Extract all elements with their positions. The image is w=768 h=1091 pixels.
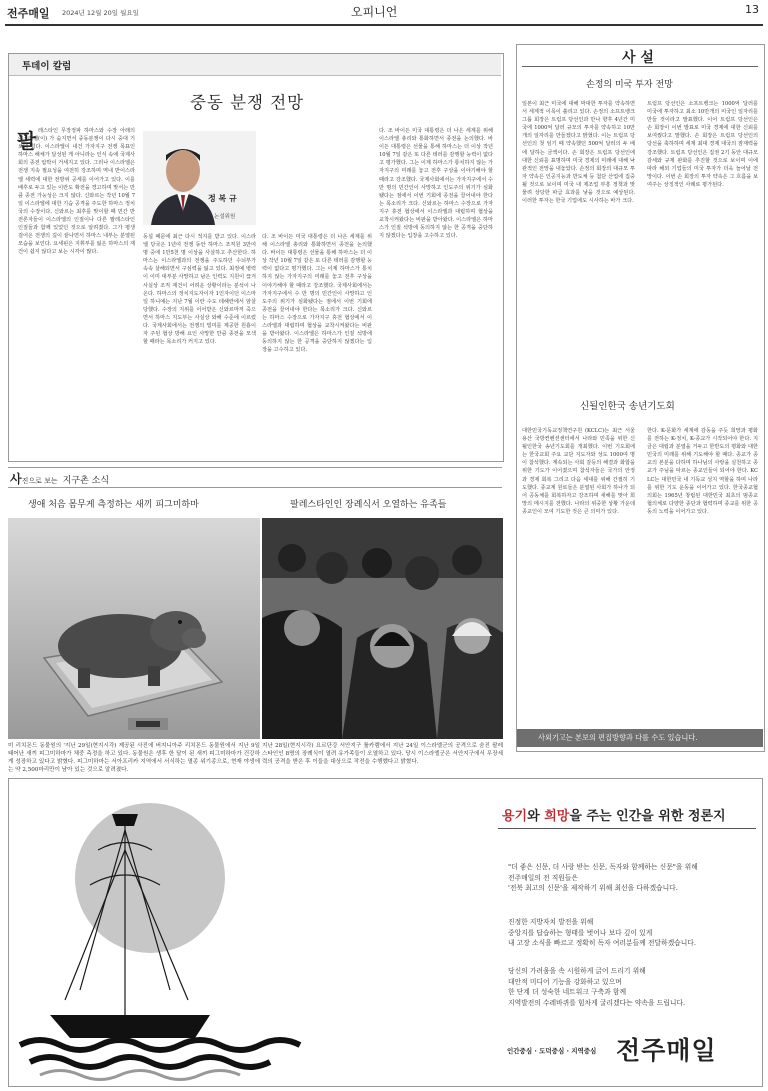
funeral-crowd-image [262,518,503,739]
column-text-4: 다. 조 바이든 미국 대통령은 더 나은 세계를 위해 이스라엘 총리와 통화하면서 종전을 논의했다. 바이든 대통령은 선물을 통해 하마스는 더 이상 작년 10월 7일 같은 또 다른 테러를 감행할 능력이 없다고 평가했다. 그는 이제 하마스가 통치하지 않는 가자지구의 미래를 놓고 전후 구상을 이야기해야 할 때라고 강조했다. 국제사회에서는 가자지구에서 수 만 명의 민간인이 사망하고 인도주의 위기가 심화됐다는 점에서 이번 기회에 종전을 끌어내야 한다는 목소리가 크다. 신와르는 하마스 수장으로 가자지구 휴전 협상에서 이스라엘과 대립하며 협상을 교착시켜왔다는 비판을 받아왔다. 이스라엘은 하마스가 인질 석방에 동의하지 않는 한 공격을 중단하지 않겠다는 입장을 고수하고 있다. [379,128,493,240]
editorial-1-text-a: 일본이 최근 미국에 대해 막대한 투자를 약속하면서 세계적 이목이 쏠리고 있다. 손정의 소프트뱅크 그룹 회장은 트럼프 당선인과 만나 향후 4년간 미국에 1000억 달러 규모의 투자를 약속하고 10만 개의 일자리를 만들겠다고 밝혔다. 이는 트럼프 당선인의 첫 임기 때 약속했던 500억 달러의 두 배에 달하는 금액이다. 손 회장은 트럼프 당선인에 대한 신뢰를 표명하며 미국 경제의 미래에 대해 낙관적인 전망을 내놓았다. 손정의 회장의 대규모 투자 약속은 인공지능과 반도체 등 첨단 산업에 집중될 것으로 보이며 미국 내 제조업 부흥 정책과 맞물려 상당한 파급 효과를 낳을 것으로 예상된다. 이러한 투자는 한국 기업에도 시사하는 바가 크다. [522,101,635,205]
column-label: 투데이 칼럼 [22,61,72,72]
editorial-title-2: 신될인한국 송년기도회 [580,401,675,412]
editorial-notice: 사외기고는 본보의 편집방향과 다를 수도 있습니다. [538,733,698,742]
photo-2-title: 팔레스타인인 장례식서 오열하는 유족들 [290,500,447,510]
column-text-3: 다. 조 바이든 미국 대통령은 더 나은 세계를 위해 이스라엘 총리와 통화하면서 종전을 논의했다. 바이든 대통령은 선물을 통해 하마스는 더 이상 작년 10월 7일 같은 또 다른 테러를 감행할 능력이 없다고 평가했다. 그는 이제 하마스가 통치하지 않는 가자지구의 미래를 놓고 전후 구상을 이야기해야 할 때라고 강조했다. 국제사회에서는 가자지구에서 수 만 명의 민간인이 사망하고 인도주의 위기가 심화됐다는 점에서 이번 기회에 종전을 끌어내야 한다는 목소리가 크다. 신와르는 하마스 수장으로 가자지구 휴전 협상에서 이스라엘과 대립하며 협상을 교착시켜왔다는 비판을 받아왔다. 이스라엘은 하마스가 인질 석방에 동의하지 않는 한 공격을 중단하지 않겠다는 입장을 고수하고 있다. [262,234,372,354]
photo-1-caption: 미 리치몬드 동물원의 '지난 29일(현지시각) 제공된 사진에 버지니아주 리치몬드 동물원에서 지난 9일 태어난 새끼 피그미하마가 체중 측정을 하고 있다. 동물원은 생후 한 달이 된 새끼 피그미하마가 건강하게 성장하고 있다고 밝혔다. 피그미하마는 서아프리카 지역에서 서식하는 멸종 위기종으로, 현재 야생에는 약 2,500마리만이 남아 있는 것으로 알려졌다. [8,743,260,773]
photo-section-rule [8,487,502,488]
photo-1-title: 생애 처음 몸무게 측정하는 새끼 피그미하마 [28,500,199,510]
editorial-title-1: 손정의 미국 투자 전망 [586,80,673,90]
pygmy-hippo-image [8,518,260,739]
photo-section-prefix: 사 [10,472,22,486]
column-text-2: 동설 때문에 최근 다시 적지를 받고 있다. 이스라엘 당국은 1년여 전쟁 동안 하마스 조직원 3만여 명 중에 1만5천 명 이상을 사살하고 추산한다. 하마스는 이스라엘과의 전쟁을 주도하던 수뇌부가 속속 살해되면서 구심력을 잃고 있다. 최정예 병력이 이미 대부분 사망하고 남은 인력도 지원이 끊겨 사실상 조직 재건이 어려운 상황이라는 분석이 나온다. 하마스의 정치지도자이자 1인자이던 이스마일 하니예는 지난 7월 이란 수도 테헤란에서 암살당했다. 수장의 지위를 이어받은 신와르마저 죽으면서 하마스 지도부는 사실상 와해 수준에 이르렀다. 국제사회에서는 전쟁의 빌미를 제공한 원흉이자 주된 협상 방해 요인 사망한 만큼 종전을 모색할 때라는 목소리가 커지고 있다. [143,234,256,346]
editorial-label-rule [522,66,758,67]
ad-p3-line2: 대안적 미디어 기능을 강화하고 있으며 [508,977,622,986]
ad-illustration [10,790,310,1082]
ad-slogan [502,805,726,824]
ad-p3-line4: 지역발전의 수레바퀴를 힘차게 굴리겠다는 약속을 드립니다. [508,998,686,1007]
column-author: 정 복 규 [208,193,237,203]
ad-p2-line1: 진정한 지방자치 발전을 위해 [508,918,594,926]
photo-1 [8,518,260,739]
photo-section-title: 지구촌 소식 [62,476,110,486]
issue-date: 2024년 12월 20일 월요일 [62,9,139,17]
ad-slogan-rest: 을 주는 인간을 위한 정론지 [569,809,726,824]
ad-motto: 인간중심 · 도덕중심 · 지역중심 [507,1047,597,1055]
ad-p2-line3: 내 고장 소식을 빠르고 정확히 독자 여러분들께 전달하겠습니다. [508,939,696,947]
ad-slogan-hope: 희망 [544,809,570,824]
header-rule [5,24,763,26]
photo-2 [262,518,503,739]
ad-p1-line3: '전북 최고의 신문'을 제작하기 위해 최선을 다하겠습니다. [508,884,678,892]
ad-slogan-courage: 용기 [502,809,528,824]
photo-2-caption: 지난 28일(현지시각) 요르단강 서안지구 툴카렘에서 지난 24일 이스라엘군의 공격으로 숨진 팔레스타인인 8명의 장례식이 열려 유가족들이 오열하고 있다. 당시 이스라엘군은 서안지구에서 무장세력의 공격을 받은 후 이들을 대상으로 작전을 수행했다고 밝혔다. [262,743,503,765]
editorial-1-text-b: 트럼프 당선인은 소프트뱅크는 1000억 달러를 미국에 투자하고 최소 10만개의 미국인 일자리를 만들 것이라고 발표했다. 이어 트럼프 당선인은 손 회장이 이번 발표로 미국 경제에 대한 신뢰를 보여줬다고 말했다. 손 회장은 트럼프 당선인의 당선을 축하하며 세계 최대 경제 대국의 잠재력을 강조했다. 트럼프 당선인은 집권 2기 동안 대규모 감세와 규제 완화를 추진할 것으로 보이며 이에 따라 해외 기업들의 미국 투자가 더욱 늘어날 전망이다. 이번 손 회장의 투자 약속은 그 흐름을 보여주는 상징적인 사례로 평가된다. [647,101,758,188]
ad-logo: 전주매일 [616,1036,717,1065]
column-text-1: 레스타인 무장정파 하마스와 수장 아래의 이스라엘(이) 가 숨지면서 중동분쟁이 다시 중대 기로에 섰다. 이스라엘이 내건 가자지구 전쟁 목표인 하마스 해체가 달성된 게 아니라는 인식 속에 국제사회의 종전 압박이 거세지고 있다. 그러나 이스라엘은 전쟁 지속 필요성을 여전히 강조하며 역내 반이스라엘 세력에 대한 전방위 공세를 이어가고 있다. 이를 배후로 두고 있는 이란도 확전을 경고하며 맞서는 만큼 종전 가능성은 크지 않다. 신와르는 작년 10월 7일 이스라엘에 대한 기습 공격을 주도한 하마스 정치국의 수장이다. 신와르는 최후를 맞이할 때 민간 반전론자들이 이스라엘의 인질이나 다른 팔레스타인 인질들과 함께 있었던 것으로 알려졌다. 그가 평생 걸어온 전쟁의 길이 끝나면서 하마스 내부는 분열된 모습을 보인다. 요세핀은 지휘부를 잃은 하마스의 재건이 쉽지 않다고 보는 시각이 많다. [18,128,135,256]
ad-paragraph-2 [508,917,696,949]
column-label-bar [9,54,501,76]
editorial-2-text-b: 한다. K-문화가 세계에 감동을 주듯 희망과 평화를 전하는 K-정치, K-종교가 시작되어야 한다. 지금은 대립과 분열을 거두고 한반도의 평화와 대한민국의 미래를 위해 기도해야 할 때다. 종교가 종교의 본분을 다하며 하나님의 사랑을 실천하고 종교가 주님을 따르는 종교인들이 되어야 한다. KCLC는 대한민국 내 기독교 성지 역할을 하며 나라를 위한 기도 운동을 이어가고 있다. 한국종교협의회는 1965년 창립된 대한민국 최초의 범종교협의체로 다양한 종단과 협력하며 종교를 위한 공동의 노력을 이어가고 있다. [647,428,758,515]
ad-p1-line1: "더 좋은 신문, 더 사랑 받는 신문, 독자와 함께하는 신문"을 위해 [508,863,698,871]
page-number: 13 [745,3,759,16]
column-author-role: 논설위원 [214,214,236,220]
ad-p1-line2: 전주매일의 전 직원들은 [508,873,578,882]
column-title: 중동 분쟁 전망 [190,93,305,112]
ad-paragraph-3 [508,966,685,1008]
ad-slogan-rule [498,828,756,829]
page-header [0,0,768,28]
editorial-2-text-a: 대한민국기독교정책연구원 (KCLC)는 최근 서울 용산 국방컨벤션센터에서 나라와 민족을 위한 신될인한국 송년기도회를 개최했다. 이번 기도회에는 한국교회 주요 교단 지도자와 성도 1000여 명이 참석했다. 계속되는 사회 갈등의 해결과 화합을 위한 기도가 이어졌으며 참석자들은 국가의 안정과 경제 회복 그리고 다음 세대를 위해 간절히 기도했다. 종교계 원로들은 분열된 사회가 하나가 되어 공동체를 회복하자고 강조하며 새해를 맞아 희망의 메시지를 전했다. 나라의 위중한 상황 가운데 종교인이 모여 기도한 것은 큰 의미가 있다. [522,428,635,515]
ad-p2-line2: 중앙지를 답습하는 형태를 벗어나 보다 깊이 있게 [508,928,653,937]
author-portrait-image [143,131,256,225]
section-name: 오피니언 [351,5,398,19]
photo-section-mid: 진으로 보는 [21,477,58,485]
ad-paragraph-1 [508,862,698,894]
ad-p3-line3: 한 단계 더 성숙한 네트워크 구축과 함께 [508,988,627,996]
photo-section-heading [10,468,109,487]
ad-slogan-and: 와 [527,809,545,824]
editorial-label: 사 설 [622,50,654,66]
masthead-small: 전주매일 [7,7,50,20]
ship-and-waves-illustration [10,790,310,1082]
author-photo [143,131,256,225]
column-dropcap: 팔 [17,129,37,153]
ad-p3-line1: 당신의 가려움을 속 시원하게 긁어 드리기 위해 [508,967,646,975]
